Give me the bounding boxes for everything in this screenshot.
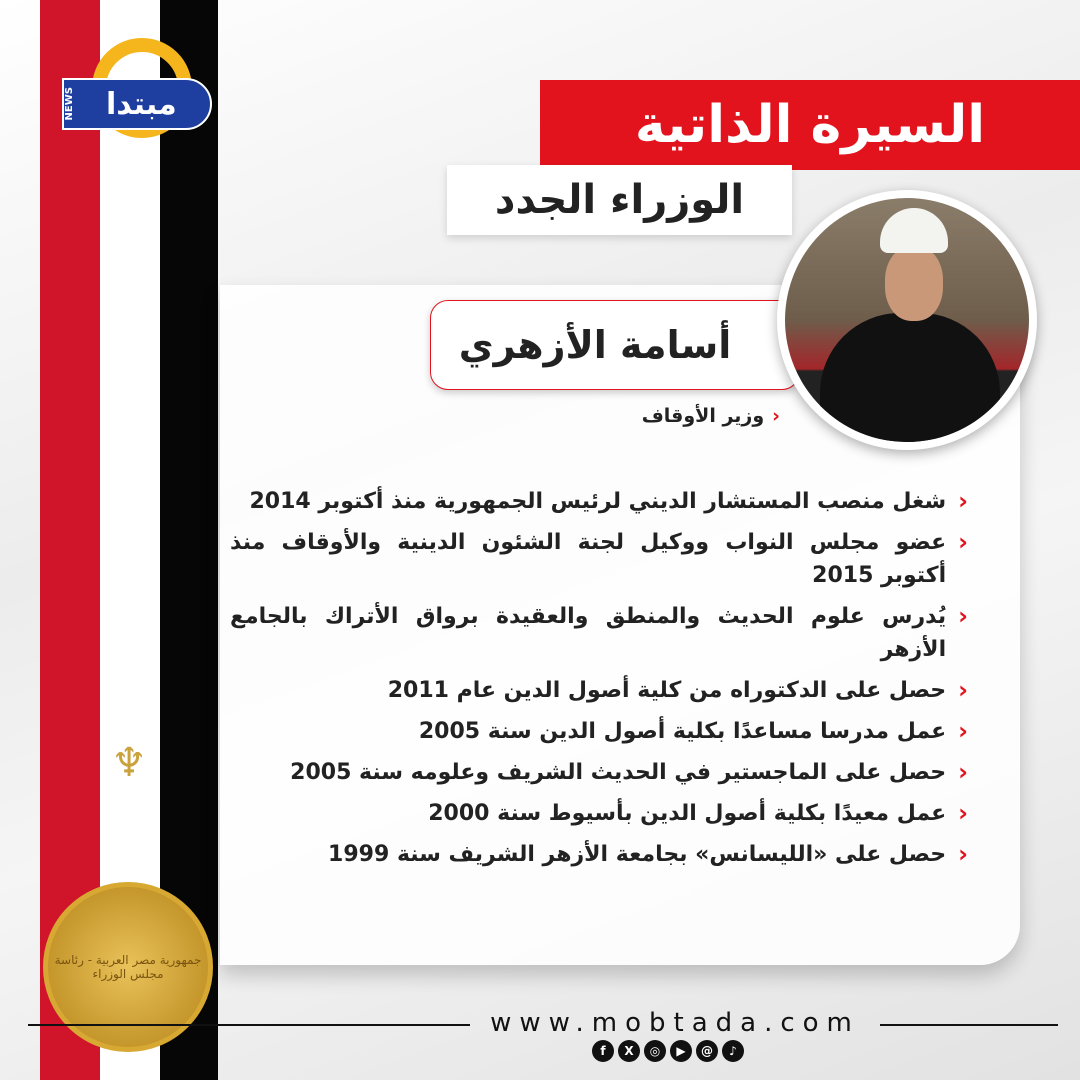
logo-pill (62, 78, 212, 130)
item-text: عمل معيدًا بكلية أصول الدين بأسيوط سنة 2000 (428, 801, 947, 826)
footer-divider-left (28, 1024, 470, 1026)
list-item (230, 526, 968, 592)
chevron-icon: ‹ (958, 487, 968, 515)
logo-arabic-text: مبتدا (106, 86, 177, 122)
list-item (230, 797, 968, 830)
item-text: حصل على الماجستير في الحديث الشريف وعلومه سنة 2005 (290, 760, 947, 785)
chevron-icon: ‹ (958, 528, 968, 556)
person-name: أسامة الأزهري (430, 300, 800, 390)
chevron-icon: ‹ (958, 676, 968, 704)
list-item (230, 674, 968, 707)
list-item (230, 715, 968, 748)
cabinet-seal (43, 882, 213, 1052)
person-role (642, 405, 780, 427)
page-subtitle: الوزراء الجدد (447, 165, 792, 235)
facebook-icon[interactable]: f (592, 1040, 614, 1062)
list-item (230, 600, 968, 666)
item-text: يُدرس علوم الحديث والمنطق والعقيدة برواق الأتراك بالجامع الأزهر (230, 604, 947, 662)
page-title: السيرة الذاتية (540, 80, 1080, 170)
person-photo (777, 190, 1037, 450)
bio-list (230, 485, 968, 879)
website-url[interactable]: www.mobtada.com (490, 1008, 860, 1038)
seal-text: جمهورية مصر العربية - رئاسة مجلس الوزراء (54, 953, 202, 981)
item-text: حصل على «الليسانس» بجامعة الأزهر الشريف سنة 1999 (328, 842, 947, 867)
logo-news-text: NEWS (64, 87, 75, 121)
footer-divider-right (880, 1024, 1058, 1026)
role-text: وزير الأوقاف (641, 405, 765, 427)
eagle-emblem-icon: ♆ (111, 740, 147, 786)
chevron-icon: ‹ (772, 405, 780, 427)
item-text: شغل منصب المستشار الديني لرئيس الجمهورية منذ أكتوبر 2014 (249, 489, 947, 514)
threads-icon[interactable]: @ (696, 1040, 718, 1062)
youtube-icon[interactable]: ▶ (670, 1040, 692, 1062)
chevron-icon: ‹ (958, 602, 968, 630)
item-text: عضو مجلس النواب ووكيل لجنة الشئون الدينية والأوقاف منذ أكتوبر 2015 (230, 530, 947, 588)
list-item (230, 756, 968, 789)
item-text: عمل مدرسا مساعدًا بكلية أصول الدين سنة 2005 (418, 719, 947, 744)
social-icons (592, 1040, 744, 1062)
x-icon[interactable]: X (618, 1040, 640, 1062)
chevron-icon: ‹ (958, 717, 968, 745)
item-text: حصل على الدكتوراه من كلية أصول الدين عام 2011 (387, 678, 947, 703)
chevron-icon: ‹ (958, 758, 968, 786)
list-item (230, 838, 968, 871)
list-item (230, 485, 968, 518)
instagram-icon[interactable]: ◎ (644, 1040, 666, 1062)
mobtada-logo (42, 30, 197, 160)
chevron-icon: ‹ (958, 840, 968, 868)
tiktok-icon[interactable]: ♪ (722, 1040, 744, 1062)
chevron-icon: ‹ (958, 799, 968, 827)
